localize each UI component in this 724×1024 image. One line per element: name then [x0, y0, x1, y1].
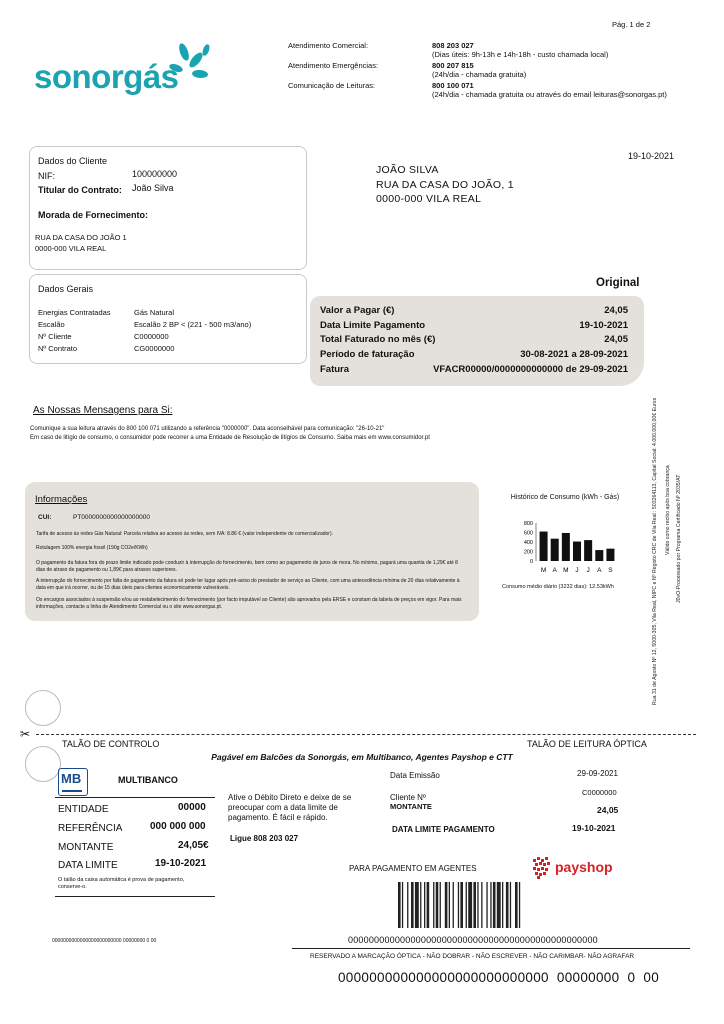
barcode-bar [460, 882, 463, 928]
chart-x-label: S [608, 567, 613, 574]
chart-bar [551, 539, 559, 561]
barcode-bar [398, 882, 401, 928]
left-code: 0000000000000000000000000 00000000 0 00 [52, 938, 157, 944]
barcode-bar [515, 882, 518, 928]
consumption-chart [500, 515, 630, 575]
info-paragraph: Rotulagem 100% energia fossil (190g CO2e/KWh) [36, 545, 148, 551]
nif-label: NIF: [38, 171, 55, 181]
summary-value: 24,05 [604, 305, 628, 316]
summary-value: 19-10-2021 [579, 320, 628, 331]
chart-x-label: A [597, 567, 602, 574]
summary-value: VFACR00000/0000000000000 de 29-09-2021 [433, 364, 628, 375]
contact-note: (24h/dia - chamada gratuita) [432, 70, 527, 79]
barcode-bar [497, 882, 501, 928]
multibanco-title: MULTIBANCO [118, 775, 178, 785]
general-title: Dados Gerais [38, 284, 94, 294]
summary-label: Data Limite Pagamento [320, 320, 426, 331]
chart-y-tick: 400 [523, 540, 533, 546]
holder-label: Titular do Contrato: [38, 185, 122, 195]
reference-label: REFERÊNCIA [58, 823, 123, 834]
general-label: Nº Cliente [38, 332, 72, 341]
barcode-bar [453, 882, 454, 928]
chart-bar [606, 549, 614, 561]
chart-x-label: M [563, 567, 569, 574]
barcode-number: 000000000000000000000000000000000000000000000000 [348, 935, 598, 945]
chart-x-label: A [552, 567, 557, 574]
barcode-bar [490, 882, 491, 928]
mb-logo-underline [62, 790, 82, 792]
side-text-receipt: Válido como recibo após boa cobrança [665, 465, 671, 555]
info-paragraph: Tarifa de acesso às redes Gás Natural: Parcela relativa ao acesso às redes, sem IVA: 8.86 € (valor independente do comercializador). [36, 531, 334, 537]
reference-value: 000 000 000 [150, 821, 206, 832]
summary-box [310, 296, 644, 386]
barcode-bar [468, 882, 472, 928]
optical-stub-label: TALÃO DE LEITURA ÓPTICA [527, 739, 647, 749]
barcode-bar [458, 882, 459, 928]
address-line1: JOÃO SILVA [376, 164, 439, 176]
barcode-bar [502, 882, 503, 928]
punch-hole [25, 690, 61, 726]
address-line3: 0000-000 VILA REAL [376, 193, 482, 205]
summary-label: Período de faturação [320, 349, 415, 360]
brand-name: sonorgás [34, 58, 179, 95]
client-data-box [29, 146, 307, 270]
barcode-bar [486, 882, 487, 928]
info-paragraph: O pagamento da fatura fora do prazo limite indicado pode conduzir à interrupção do fornecimento, bem como ao pagamento de juros de mora. No mínimo, pagará uma quantia de 1,29€ até 8 dias de atraso de pagamento ou 1,89€ para atrasos superiores. [36, 560, 458, 573]
limit-value: 19-10-2021 [155, 858, 207, 869]
client-no-value: C0000000 [582, 788, 617, 797]
info-title: Informações [35, 494, 88, 505]
emission-value: 29-09-2021 [577, 769, 618, 778]
divider [292, 948, 690, 949]
chart-bar [573, 542, 581, 561]
client-no-label: Cliente Nº [390, 793, 426, 802]
limit-label: DATA LIMITE [58, 860, 118, 871]
atm-note: O talão da caixa automática é prova de pagamento, conserve-o. [58, 877, 185, 890]
document-date: 19-10-2021 [628, 151, 675, 161]
nif-value: 100000000 [132, 169, 178, 179]
supply-label: Morada de Fornecimento: [38, 210, 149, 220]
client-title: Dados do Cliente [38, 156, 108, 166]
contact-number: 800 207 815 [432, 61, 474, 70]
scissors-icon: ✂ [20, 727, 31, 741]
montante-label: MONTANTE [390, 802, 432, 811]
general-value: C0000000 [134, 332, 169, 341]
general-value: CG0000000 [134, 344, 175, 353]
general-label: Escalão [38, 320, 65, 329]
call-text: Ligue 808 203 027 [230, 834, 299, 843]
barcode-bar [415, 882, 419, 928]
bottom-code: 000000000000000000000000000 00000000 0 00 [338, 970, 660, 985]
barcode-bar [466, 882, 467, 928]
amount-value: 24,05€ [178, 840, 209, 851]
message-line: Comunique a sua leitura através do 800 100 071 utilizando a referência "0000000". Data aconselhável para comunicação: "26-10-21" [30, 426, 385, 432]
chart-y-tick: 800 [523, 521, 533, 527]
side-text-company: Rua 31 de Agosto Nº 12, 5000-305, Vila Real, NIPC e Nº Registo CRC de Vila Real : 503264113, Capital Social: 4.000.000,00€ Euros [652, 397, 658, 705]
summary-value: 24,05 [604, 334, 628, 345]
divider [55, 896, 215, 897]
sonorgas-logo [34, 38, 224, 98]
mb-logo-text: MB [61, 771, 82, 786]
entity-label: ENTIDADE [58, 804, 109, 815]
general-value: Escalão 2 BP < (221 - 500 m3/ano) [134, 320, 252, 329]
message-line: Em caso de litígio de consumo, o consumidor pode recorrer a uma Entidade de Resolução de litígios de Consumo. Saiba mais em www.consumidor.pt [30, 435, 430, 441]
contact-note: (24h/dia - chamada gratuita ou através do email leituras@sonorgas.pt) [432, 90, 667, 99]
chart-x-label: M [540, 567, 547, 574]
summary-label: Valor a Pagar (€) [320, 305, 395, 316]
info-paragraph: A interrupção do fornecimento por falta de pagamento da fatura só pode ter lugar após pré-aviso do prestador de serviço ao Cliente, com uma antecedência mínima de 20 dias relativamente à data em que irá ocorrer, ou de 15 dias úteis para clientes economicamente vulneráveis. [36, 578, 460, 591]
chart-y-tick: 600 [523, 530, 533, 537]
barcode-bar [481, 882, 482, 928]
chart-bar [595, 550, 603, 561]
summary-label: Total Faturado no mês (€) [320, 334, 436, 345]
chart-footer: Consumo médio diário (3232 dias): 12.53kWh [502, 584, 614, 590]
contact-label: Atendimento Emergências: [288, 61, 379, 70]
barcode-bar [440, 882, 441, 928]
barcode-bar [519, 882, 520, 928]
supply-line1: RUA DA CASA DO JOÃO 1 [35, 233, 127, 242]
summary-label: Fatura [320, 364, 350, 375]
amount-label: MONTANTE [58, 842, 114, 853]
payshop-icon [533, 857, 553, 879]
general-label: Nº Contrato [38, 344, 78, 353]
barcode-bar [449, 882, 450, 928]
chart-title: Histórico de Consumo (kWh - Gás) [510, 494, 620, 501]
contact-label: Comunicação de Leituras: [288, 81, 376, 90]
barcode-bar [420, 882, 421, 928]
supply-line2: 0000-000 VILA REAL [35, 244, 107, 253]
barcode-bar [506, 882, 509, 928]
direct-debit-text: Ative o Débito Direto e deixe de se preocupar com a data limite de pagamento. É fácil e rápido. [228, 793, 352, 822]
original-label: Original [596, 277, 640, 289]
barcode-bar [436, 882, 439, 928]
barcode-bar [477, 882, 478, 928]
barcode-bar [445, 882, 448, 928]
multibanco-logo [58, 768, 88, 796]
chart-bar [562, 533, 570, 561]
divider [55, 797, 215, 798]
chart-bar [540, 532, 548, 561]
agents-label: PARA PAGAMENTO EM AGENTES [349, 864, 477, 873]
barcode-bar [424, 882, 425, 928]
info-paragraph: Os encargos associados à suspensão e/ou ao restabelecimento do fornecimento (por facto imputável ao Cliente) são aprovados pela ERSE e constam da tabela de preços em vigor. Para mais informações, contacte a linha de Atendimento Comercial ou o site www.sonorgas.pt. [36, 597, 462, 610]
entity-value: 00000 [178, 802, 206, 813]
chart-y-tick: 200 [523, 549, 533, 556]
general-data-box [29, 274, 307, 364]
cui-label: CUI: [38, 514, 52, 521]
barcode-bar [493, 882, 496, 928]
holder-value: João Silva [132, 183, 174, 193]
contact-number: 800 100 071 [432, 81, 474, 90]
payshop-logo: payshop [555, 859, 613, 875]
barcode-bar [433, 882, 434, 928]
page-number: Pág. 1 de 2 [612, 20, 651, 29]
chart-y-tick: 0 [529, 559, 533, 565]
dlp-value: 19-10-2021 [572, 823, 616, 833]
side-text-certificate: J0vO-Processado por Programa Certificado Nº 2035/AT [676, 474, 682, 603]
messages-title: As Nossas Mensagens para Si: [33, 405, 173, 416]
contact-number: 808 203 027 [432, 41, 474, 50]
control-stub-label: TALÃO DE CONTROLO [62, 739, 160, 749]
dlp-label: DATA LIMITE PAGAMENTO [392, 825, 495, 834]
chart-x-label: J [575, 567, 579, 574]
chart-bar [584, 540, 592, 561]
barcode-bar [473, 882, 476, 928]
address-line2: RUA DA CASA DO JOÃO, 1 [376, 179, 514, 191]
general-label: Energias Contratadas [38, 308, 111, 317]
barcode-bar [411, 882, 414, 928]
payable-title: Pagável em Balcões da Sonorgás, em Multibanco, Agentes Payshop e CTT [211, 752, 513, 762]
info-box [25, 482, 479, 621]
summary-value: 30-08-2021 a 28-09-2021 [520, 349, 628, 360]
emission-label: Data Emissão [390, 771, 440, 780]
montante-value: 24,05 [597, 805, 619, 815]
cui-value: PT0000000000000000000 [73, 514, 150, 521]
chart-x-label: J [586, 567, 590, 574]
contact-note: (Dias úteis: 9h-13h e 14h-18h - custo chamada local) [432, 50, 609, 59]
cut-line [36, 734, 696, 735]
barcode [398, 882, 558, 928]
barcode-bar [510, 882, 511, 928]
barcode-bar [427, 882, 430, 928]
barcode-bar [402, 882, 403, 928]
barcode-bar [407, 882, 408, 928]
reserved-notice: RESERVADO A MARCAÇÃO ÓPTICA - NÃO DOBRAR - NÃO ESCREVER - NÃO CARIMBAR- NÃO AGRAFAR [310, 953, 635, 960]
contact-label: Atendimento Comercial: [288, 41, 369, 50]
general-value: Gás Natural [134, 308, 175, 317]
